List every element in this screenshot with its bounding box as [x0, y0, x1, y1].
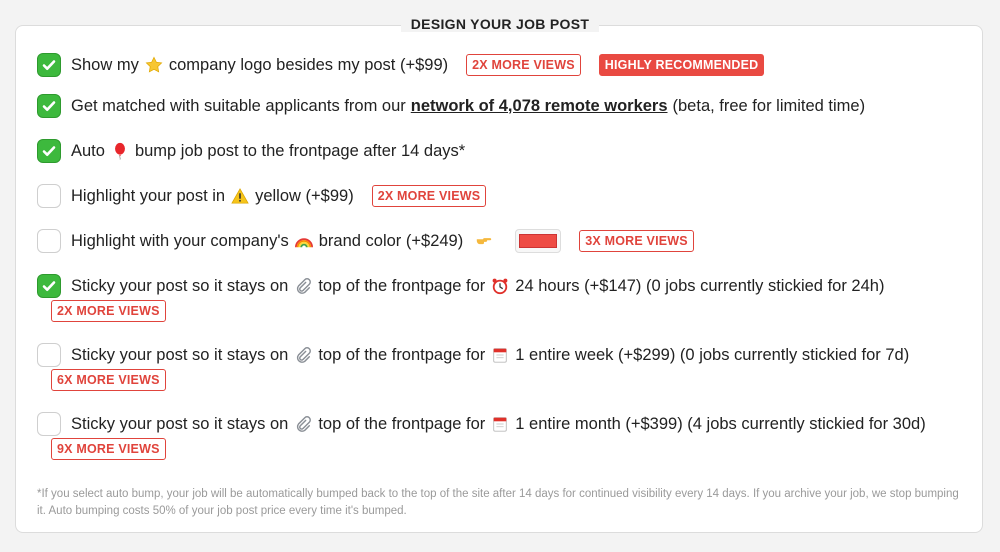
rainbow-icon	[295, 232, 313, 250]
more-views-badge: 3X MORE VIEWS	[579, 230, 694, 252]
option-label-post: brand color (+$249)	[318, 231, 464, 250]
option-label-mid: top of the frontpage for	[318, 276, 486, 295]
option-company-logo[interactable]	[37, 53, 764, 77]
option-brand-color[interactable]	[37, 229, 694, 253]
option-label-post: 1 entire month (+$399) (4 jobs currently stickied for 30d)	[515, 414, 926, 433]
more-views-badge: 2X MORE VIEWS	[51, 300, 166, 322]
option-label-post: (beta, free for limited time)	[672, 96, 866, 115]
option-label-pre: Show my	[71, 55, 139, 74]
more-views-badge: 2X MORE VIEWS	[466, 54, 581, 76]
option-label-pre: Auto	[71, 141, 105, 160]
option-label-post: bump job post to the frontpage after 14 days*	[134, 141, 466, 160]
option-label-pre: Get matched with suitable applicants from our	[71, 96, 406, 115]
checkbox-unchecked[interactable]	[37, 343, 61, 367]
checkbox-unchecked[interactable]	[37, 184, 61, 208]
option-label-pre: Sticky your post so it stays on	[71, 345, 289, 364]
checkbox-checked[interactable]	[37, 94, 61, 118]
option-label-mid: top of the frontpage for	[318, 414, 486, 433]
paperclip-icon	[294, 415, 312, 433]
checkbox-unchecked[interactable]	[37, 229, 61, 253]
option-applicant-matching[interactable]	[37, 94, 865, 118]
option-label-pre: Sticky your post so it stays on	[71, 276, 289, 295]
option-label-post: 1 entire week (+$299) (0 jobs currently stickied for 7d)	[515, 345, 910, 364]
option-label-pre: Highlight with your company's	[71, 231, 289, 250]
checkbox-checked[interactable]	[37, 53, 61, 77]
option-sticky-24h[interactable]	[37, 274, 884, 298]
brand-color-swatch	[519, 234, 557, 248]
checkbox-checked[interactable]	[37, 139, 61, 163]
recommended-badge: HIGHLY RECOMMENDED	[599, 54, 765, 76]
warning-icon	[231, 187, 249, 205]
option-auto-bump[interactable]	[37, 139, 465, 163]
calendar-icon	[491, 415, 509, 433]
option-label-pre: Highlight your post in	[71, 186, 226, 205]
checkbox-checked[interactable]	[37, 274, 61, 298]
auto-bump-footnote: *If you select auto bump, your job will be automatically bumped back to the top of the site after 14 days for continued visibility every 14 days. If you archive your job, we stop bumping it. Auto bumping costs 50% of your job post price every time it's bumped.	[37, 488, 959, 517]
option-label-post: yellow (+$99)	[255, 186, 354, 205]
option-sticky-month[interactable]	[37, 412, 926, 436]
remote-workers-link[interactable]: network of 4,078 remote workers	[410, 96, 668, 115]
option-highlight-yellow[interactable]	[37, 184, 486, 208]
option-label-post: 24 hours (+$147) (0 jobs currently stickied for 24h)	[515, 276, 885, 295]
star-icon	[145, 56, 163, 74]
option-sticky-week[interactable]	[37, 343, 909, 367]
balloon-icon	[111, 142, 129, 160]
more-views-badge: 9X MORE VIEWS	[51, 438, 166, 460]
alarm-clock-icon	[491, 277, 509, 295]
more-views-badge: 6X MORE VIEWS	[51, 369, 166, 391]
checkbox-unchecked[interactable]	[37, 412, 61, 436]
paperclip-icon	[294, 346, 312, 364]
paperclip-icon	[294, 277, 312, 295]
brand-color-picker[interactable]	[515, 229, 561, 253]
option-label-pre: Sticky your post so it stays on	[71, 414, 289, 433]
option-label-post: company logo besides my post (+$99)	[168, 55, 449, 74]
pointing-hand-icon	[475, 232, 493, 250]
option-label-mid: top of the frontpage for	[318, 345, 486, 364]
section-title: DESIGN YOUR JOB POST	[0, 16, 1000, 32]
calendar-icon	[491, 346, 509, 364]
more-views-badge: 2X MORE VIEWS	[372, 185, 487, 207]
